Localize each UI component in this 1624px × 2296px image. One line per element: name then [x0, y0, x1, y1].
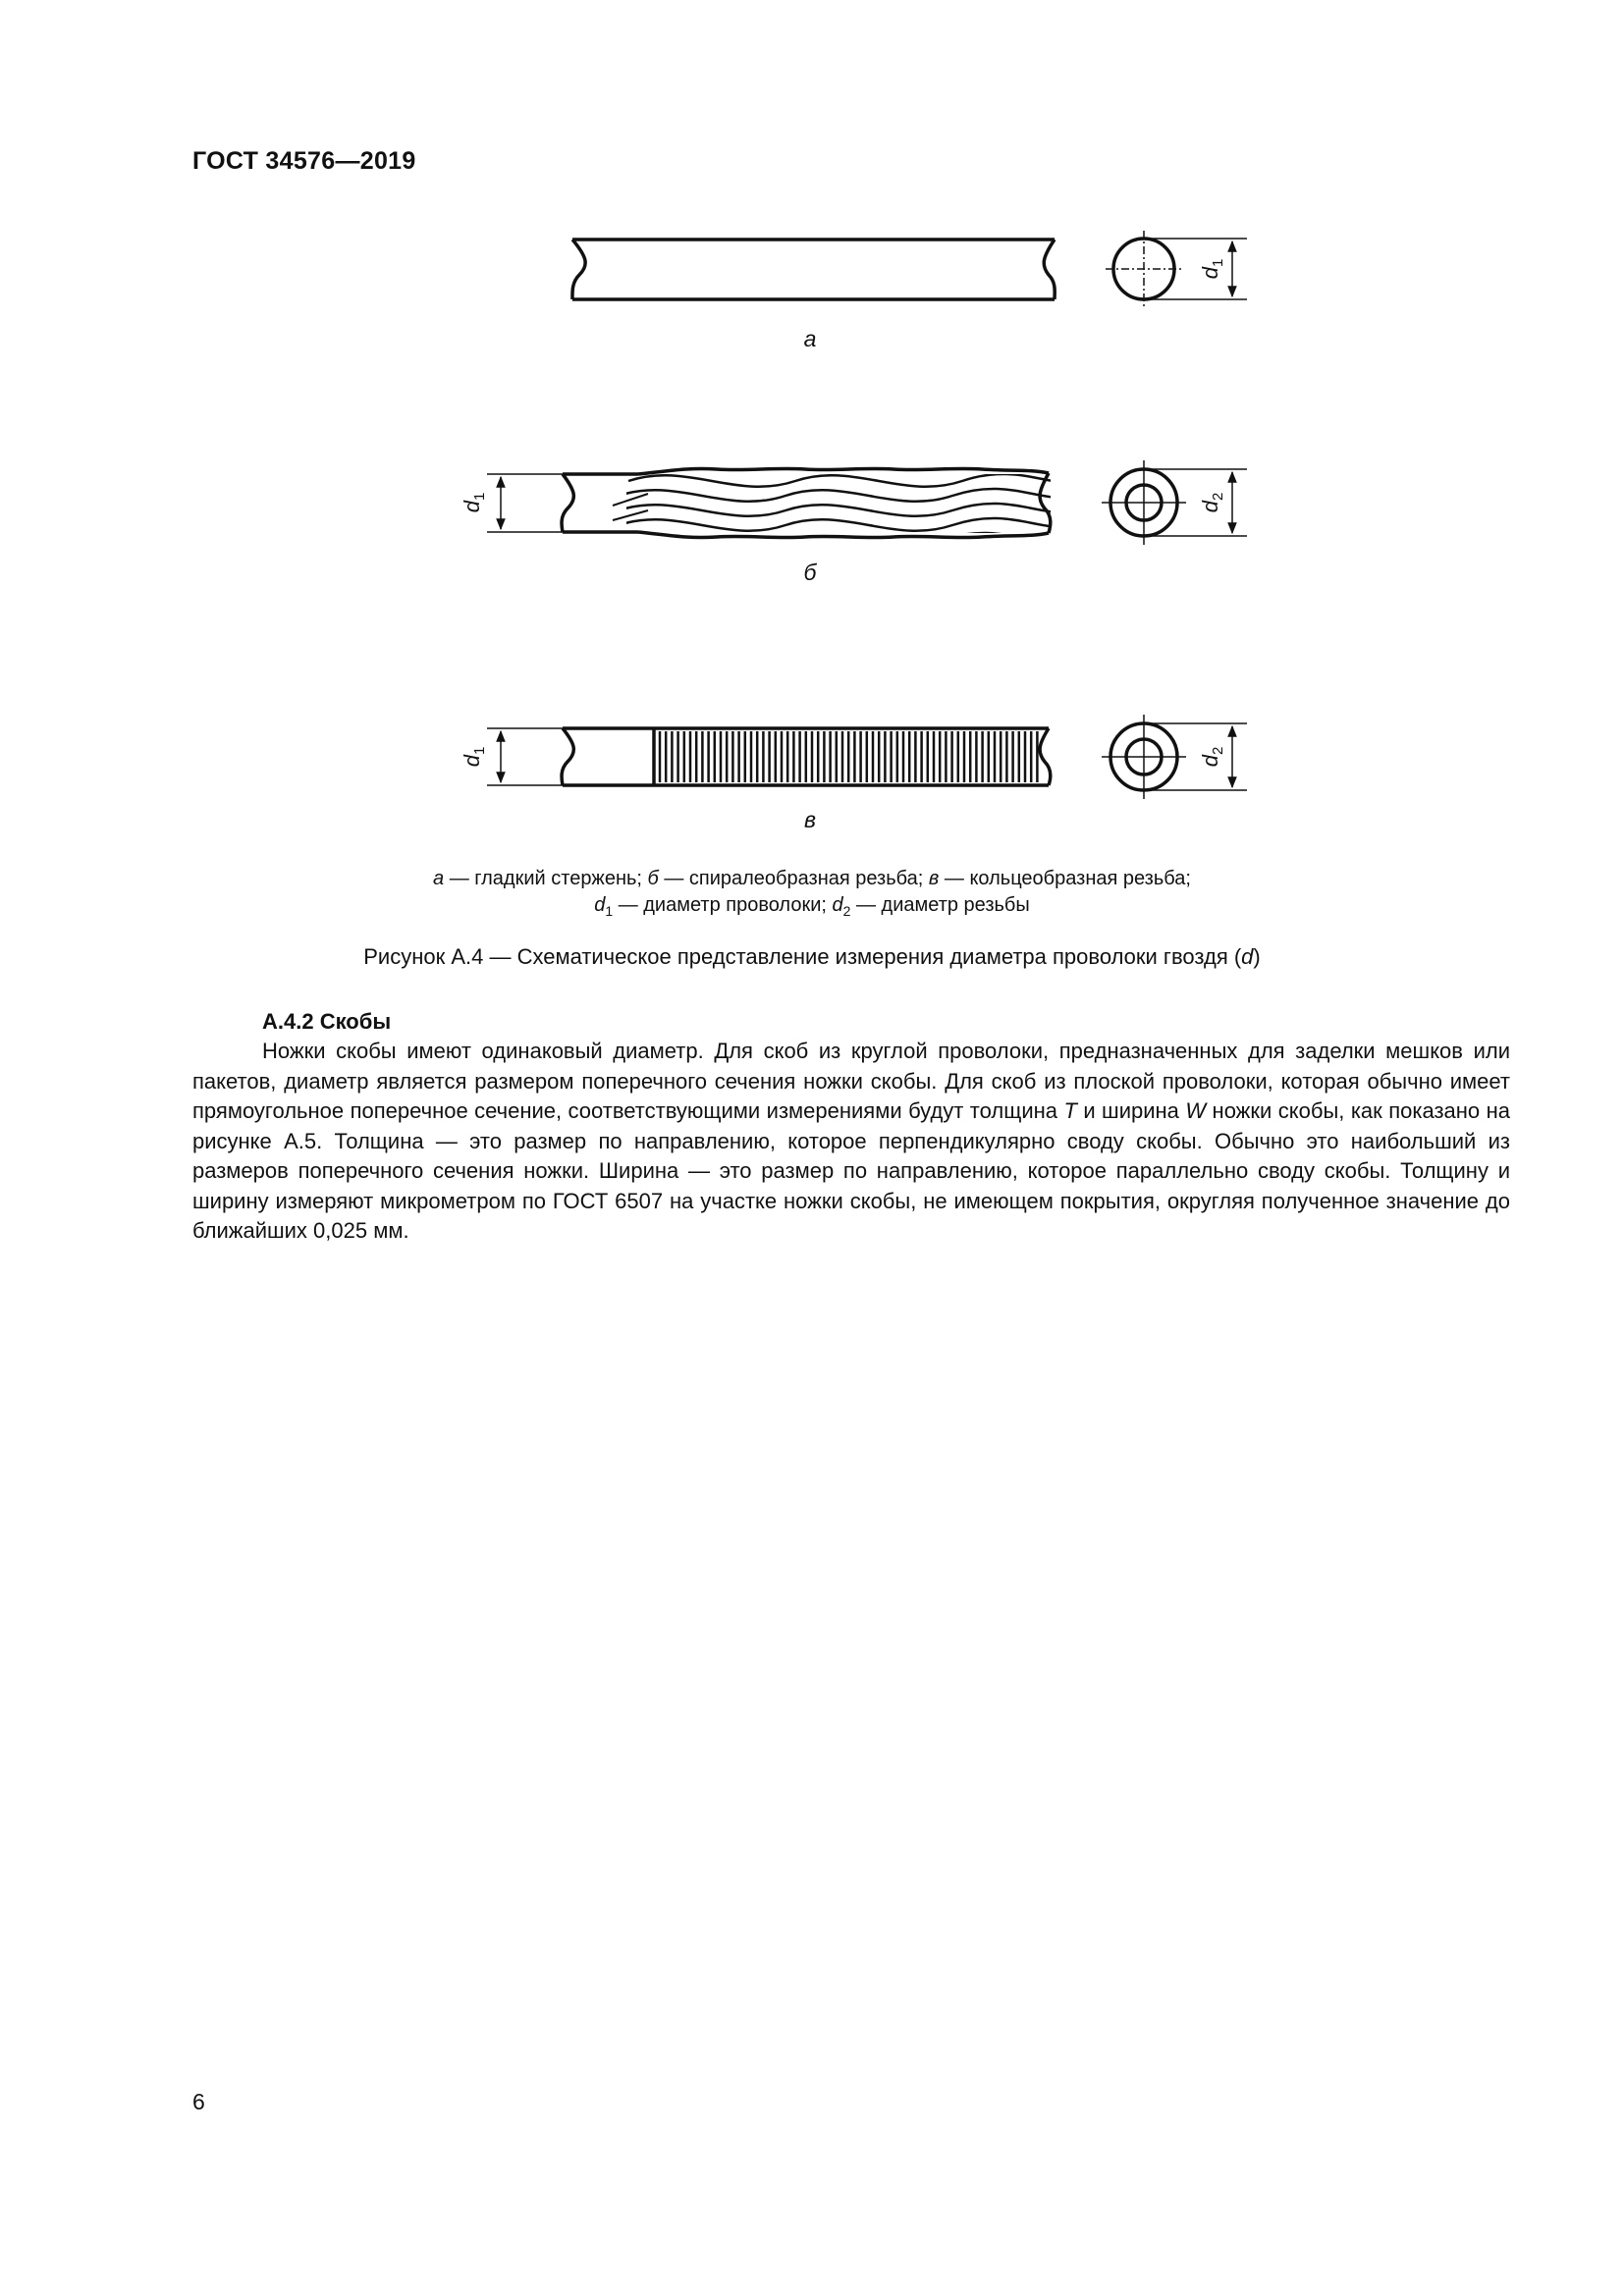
subfigure-label-b: б [803, 560, 817, 585]
dimension-d1-v [487, 728, 569, 785]
dimension-label-d1-v [460, 747, 488, 768]
document-header: ГОСТ 34576—2019 [192, 147, 416, 175]
legend-text-a: — гладкий стержень; [444, 868, 648, 889]
svg-text:d2: $d_2$ [1198, 492, 1226, 513]
svg-text:d1: $d_1$ [460, 746, 488, 768]
legend-symbol-d2: d [832, 894, 843, 916]
paragraph-part-2: и ширина [1076, 1098, 1186, 1123]
figure-a4-drawing [0, 0, 1624, 942]
caption-text: Рисунок А.4 — Схематическое представление измерения диаметра проволоки гвоздя ( [363, 944, 1242, 969]
legend-letter-v: в [928, 868, 940, 889]
legend-subscript-2: 2 [842, 903, 851, 919]
paragraph-part-3: ножки скобы, как показано на рисунке А.5. Толщина — это размер по направлению, которое перпендикулярно своду скобы. Обычно это наибольший из размеров поперечного сечения ножки. Ширина — это размер по направлению, которое параллельно своду скобы. Толщину и ширину измеряют микрометром по ГОСТ 6507 на участке ножки скобы, не имеющем покрытия, округляя полученное значение до ближайших 0,025 мм. [192, 1098, 1510, 1243]
legend-symbol-d1: d [594, 894, 606, 916]
legend-text-d1: — диаметр проволоки; [613, 894, 833, 916]
legend-text-v: — кольцеобразная резьба; [939, 868, 1191, 889]
section-a-circle [1106, 231, 1247, 307]
legend-text-d2: — диаметр резьбы [850, 894, 1030, 916]
legend-letter-a: а [433, 868, 445, 889]
section-paragraph [192, 1037, 1510, 1247]
section-title: А.4.2 Скобы [262, 1009, 392, 1034]
section-b-circles [1102, 460, 1247, 545]
var-W: W [1185, 1098, 1207, 1123]
section-v-circles [1102, 715, 1247, 799]
subfigure-label-a: а [803, 326, 817, 351]
dimension-label-d2-v [1198, 747, 1226, 768]
dimension-label-d1-a [1198, 259, 1226, 280]
paragraph-part-1: Ножки скобы имеют одинаковый диаметр. Для скоб из круглой проволоки, предназначенных для заделки мешков или пакетов, диаметр является размером поперечного сечения ножки скобы. Для скоб из плоской проволоки, которая обычно имеет прямоугольное поперечное сечение, соответствующими измерениями будут толщина [192, 1039, 1510, 1123]
smooth-rod [572, 240, 1055, 299]
legend-subscript-1: 1 [605, 903, 614, 919]
legend-letter-b: б [647, 868, 659, 889]
caption-var-d: d [1241, 944, 1254, 969]
svg-text:d1: $d_1$ [1198, 258, 1226, 280]
ring-thread-grooves [660, 731, 1037, 782]
svg-text:d1: $d_1$ [460, 492, 488, 513]
section-a-4-2 [192, 1009, 1510, 1247]
figure-caption [196, 944, 1428, 970]
figure-legend-line-1 [295, 866, 1329, 892]
page-number: 6 [192, 2089, 205, 2114]
dimension-label-d2-b [1198, 493, 1226, 513]
figure-legend-line-2 [295, 892, 1329, 925]
caption-close: ) [1253, 944, 1261, 969]
svg-text:d2: $d_2$ [1198, 746, 1226, 768]
dimension-d1-b [487, 474, 569, 532]
var-T: T [1063, 1098, 1077, 1123]
legend-text-b: — спиралеобразная резьба; [658, 868, 929, 889]
dimension-label-d1-b [460, 493, 488, 513]
subfigure-label-v: в [803, 807, 816, 832]
